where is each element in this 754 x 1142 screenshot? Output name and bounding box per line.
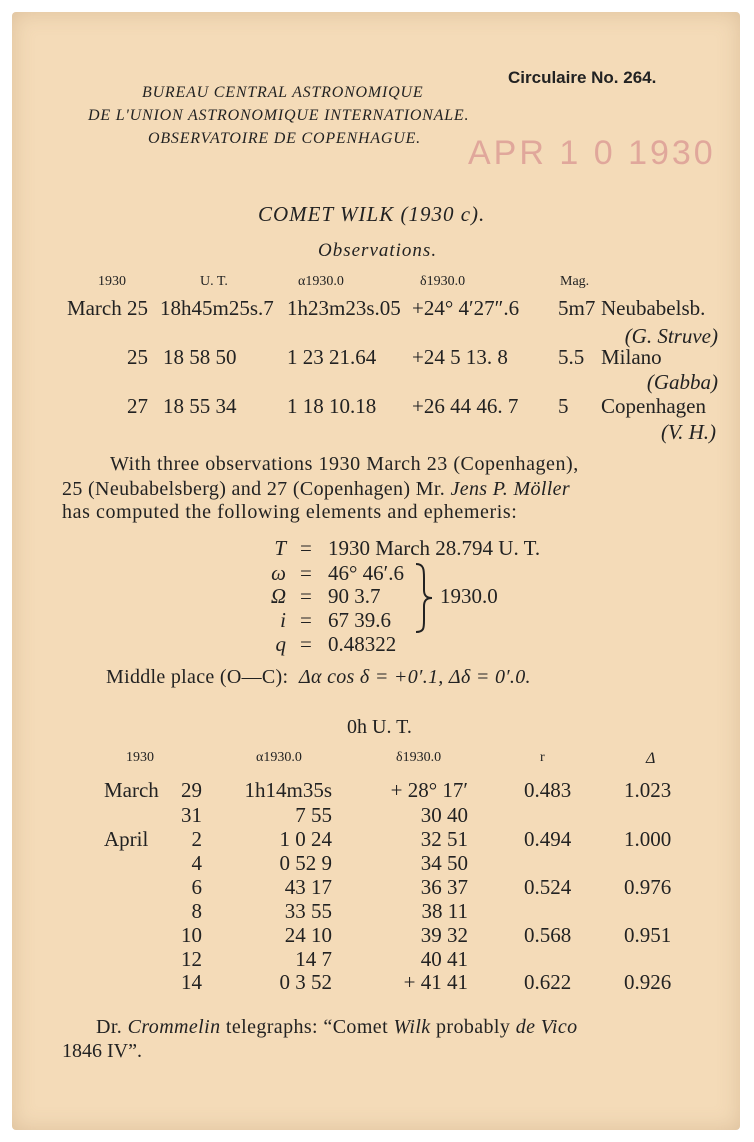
equinox-label: 1930.0: [440, 584, 498, 608]
obs-col-mag: Mag.: [560, 274, 590, 289]
obs-row-1-place: Neubabelsb.: [601, 296, 706, 320]
eph-row-3-r: 0.494: [524, 827, 572, 851]
eph-row-8-ra: 14 7: [295, 947, 332, 971]
element-q-symbol: q: [275, 632, 286, 656]
eph-row-4-day: 4: [191, 851, 202, 875]
eph-row-1-ra: 1h14m35s: [244, 778, 332, 802]
eph-row-1-dec: + 28° 17′: [390, 778, 468, 802]
eph-row-3-dec: 32 51: [420, 827, 468, 851]
obs-row-2-ra: 1 23 21.64: [287, 345, 377, 369]
obs-row-3-place: Copenhagen: [601, 394, 706, 418]
element-node-symbol: Ω: [270, 584, 286, 608]
footer-line-1: [96, 1016, 578, 1039]
eph-row-9-day: 14: [181, 970, 202, 994]
footer-devico: de Vico: [515, 1016, 578, 1038]
footer-comet: Wilk: [393, 1016, 431, 1038]
eph-col-year: 1930: [126, 750, 154, 765]
element-T-eq: =: [300, 536, 312, 560]
author-name: Jens P. Möller: [450, 478, 570, 500]
element-T-symbol: T: [274, 536, 286, 560]
element-node-value: 90 3.7: [328, 584, 381, 608]
eph-row-7-r: 0.568: [524, 923, 572, 947]
footer-line-2: 1846 IV”.: [62, 1040, 142, 1062]
eph-row-7-dec: 39 32: [420, 923, 468, 947]
bureau-line-1: BUREAU CENTRAL ASTRONOMIQUE: [142, 84, 424, 101]
eph-row-9-delta: 0.926: [624, 970, 672, 994]
element-omega-eq: =: [300, 561, 312, 585]
eph-row-5-day: 6: [191, 875, 202, 899]
eph-row-1-day: 29: [181, 778, 202, 802]
eph-row-6-dec: 38 11: [421, 899, 468, 923]
obs-col-year: 1930: [98, 274, 126, 289]
element-i-eq: =: [300, 608, 312, 632]
obs-col-dec: δ1930.0: [420, 274, 466, 289]
obs-row-3-mag: 5: [558, 394, 569, 418]
eph-row-1-delta: 1.023: [624, 778, 672, 802]
middle-place-label: Middle place (O—C):: [106, 666, 289, 688]
element-omega-value: 46° 46′.6: [328, 561, 404, 585]
eph-row-6-ra: 33 55: [284, 899, 332, 923]
footer-e: probably: [436, 1016, 511, 1038]
obs-row-3-observer: (V. H.): [660, 420, 716, 444]
obs-row-1-mag: 5m7: [558, 296, 596, 320]
obs-row-1-date: March 25: [66, 296, 148, 320]
footer-c: telegraphs: “Comet: [225, 1016, 389, 1038]
comet-title: COMET WILK (1930 c).: [258, 202, 486, 226]
obs-col-ra: α1930.0: [298, 274, 344, 289]
eph-row-7-delta: 0.951: [624, 923, 672, 947]
eph-row-2-day: 31: [181, 803, 202, 827]
obs-row-2-observer: (Gabba): [646, 370, 718, 394]
obs-row-3-dec: +26 44 46. 7: [412, 394, 519, 418]
eph-row-1-r: 0.483: [524, 778, 572, 802]
eph-row-7-ra: 24 10: [284, 923, 332, 947]
eph-row-3-day: 2: [191, 827, 202, 851]
obs-row-1-observer: (G. Struve): [624, 324, 718, 348]
paragraph-line-2-text: 25 (Neubabelsberg) and 27 (Copenhagen) Mr.: [62, 478, 446, 500]
obs-row-1-dec: +24° 4′27″.6: [412, 296, 520, 320]
eph-row-3-delta: 1.000: [624, 827, 672, 851]
eph-col-ra: α1930.0: [256, 750, 302, 765]
circulaire-number: Circulaire No. 264.: [508, 68, 657, 87]
obs-row-2-ut: 18 58 50: [163, 345, 237, 369]
eph-row-9-ra: 0 3 52: [279, 970, 332, 994]
curly-brace: [412, 562, 436, 634]
obs-row-1-ut: 18h45m25s.7: [160, 296, 274, 320]
footer-a: Dr.: [96, 1016, 123, 1038]
element-q-eq: =: [300, 632, 312, 656]
obs-row-3-date: 27: [127, 394, 148, 418]
eph-row-3-month: April: [104, 827, 149, 851]
obs-row-2-place: Milano: [601, 345, 662, 369]
eph-row-9-dec: + 41 41: [403, 970, 468, 994]
eph-row-8-dec: 40 41: [420, 947, 468, 971]
obs-row-3-ut: 18 55 34: [163, 394, 237, 418]
eph-col-delta: Δ: [646, 750, 656, 767]
obs-row-2-date: 25: [127, 345, 148, 369]
eph-row-3-ra: 1 0 24: [279, 827, 332, 851]
element-q-value: 0.48322: [328, 632, 397, 656]
bureau-line-2: DE L'UNION ASTRONOMIQUE INTERNATIONALE.: [88, 107, 470, 124]
obs-row-2-mag: 5.5: [558, 345, 585, 369]
eph-row-4-ra: 0 52 9: [279, 851, 332, 875]
obs-row-2-dec: +24 5 13. 8: [412, 345, 508, 369]
obs-col-ut: U. T.: [200, 274, 228, 289]
obs-row-1-ra: 1h23m23s.05: [287, 296, 401, 320]
eph-row-5-r: 0.524: [524, 875, 572, 899]
eph-row-2-dec: 30 40: [420, 803, 468, 827]
element-omega-symbol: ω: [271, 561, 286, 585]
eph-row-4-dec: 34 50: [420, 851, 468, 875]
element-T-value: 1930 March 28.794 U. T.: [328, 536, 541, 560]
eph-row-2-ra: 7 55: [295, 803, 332, 827]
bureau-line-3: OBSERVATOIRE DE COPENHAGUE.: [148, 130, 421, 147]
eph-row-5-ra: 43 17: [284, 875, 332, 899]
eph-row-8-day: 12: [181, 947, 202, 971]
eph-row-5-dec: 36 37: [420, 875, 468, 899]
eph-col-r: r: [540, 750, 545, 765]
eph-row-1-month: March: [104, 778, 159, 802]
obs-row-3-ra: 1 18 10.18: [287, 394, 377, 418]
middle-place-ra: Δα cos δ = +0′.1,: [298, 666, 444, 688]
observations-heading: Observations.: [318, 240, 438, 261]
paragraph-line-1: With three observations 1930 March 23 (Copenhagen),: [110, 453, 579, 475]
eph-row-6-day: 8: [191, 899, 202, 923]
eph-row-9-r: 0.622: [524, 970, 572, 994]
middle-place-dec: Δδ = 0′.0.: [448, 666, 531, 688]
ephemeris-heading: 0h U. T.: [347, 716, 412, 738]
eph-row-7-day: 10: [181, 923, 202, 947]
element-i-symbol: i: [280, 608, 286, 632]
eph-row-5-delta: 0.976: [624, 875, 672, 899]
middle-place: [106, 666, 531, 689]
element-node-eq: =: [300, 584, 312, 608]
paragraph-line-3: has computed the following elements and ephemeris:: [62, 501, 518, 523]
date-stamp: APR 1 0 1930: [468, 134, 716, 172]
footer-name: Crommelin: [127, 1016, 221, 1038]
eph-col-dec: δ1930.0: [396, 750, 442, 765]
element-i-value: 67 39.6: [328, 608, 391, 632]
paragraph-line-2: [62, 478, 570, 501]
